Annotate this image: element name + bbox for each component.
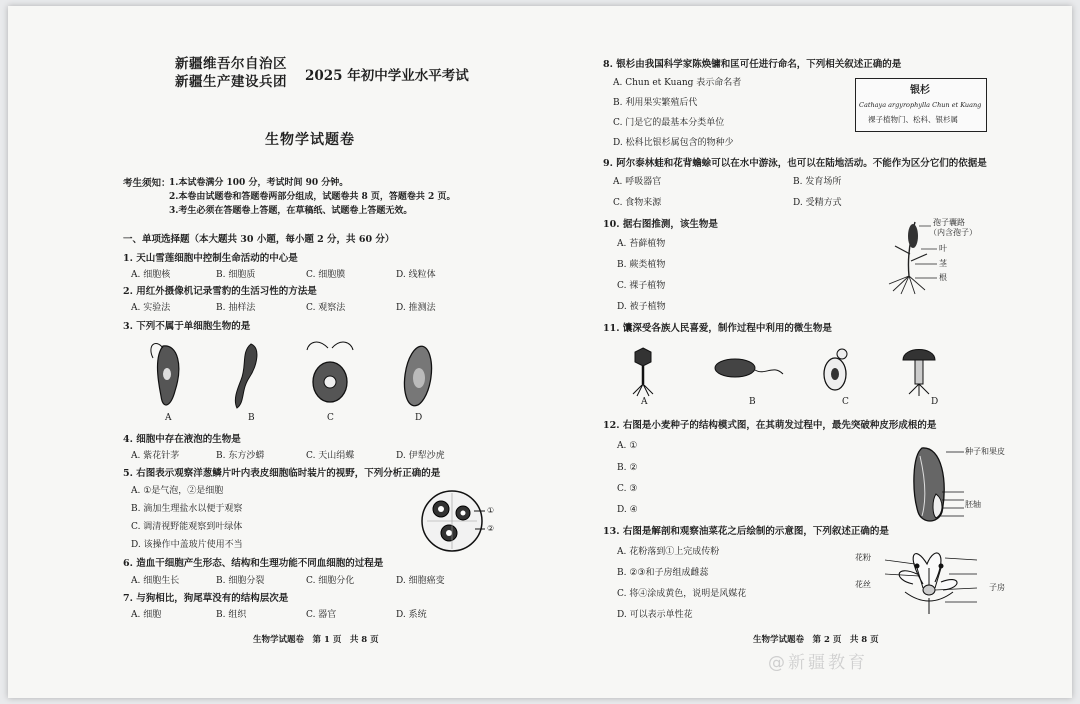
q3-label-b: B [248,413,255,423]
q12-option-d: D. ④ [617,505,638,515]
fern-label-stem: 茎 [939,259,947,268]
flower-label-ovary: 子房 [989,583,1005,592]
q13-option-a: A. 花粉落到①上完成传粉 [617,547,720,557]
flower-label-pollen: 花粉 [855,553,871,562]
subject-title: 生物学试题卷 [265,132,355,148]
q5-stem: 5. 右图表示观察洋葱鳞片叶内表皮细胞临时装片的视野，下列分析正确的是 [123,468,441,479]
q11-stem: 11. 馕深受各族人民喜爱，制作过程中利用的微生物是 [603,323,832,334]
q6-option-d: D. 细胞癌变 [396,576,445,586]
fern-label-spores: （内含孢子） [929,228,977,237]
q4-option-b: B. 东方沙蟒 [216,451,265,461]
q6-stem: 6. 造血干细胞产生形态、结构和生理功能不同血细胞的过程是 [123,558,384,569]
q12-option-c: C. ③ [617,484,638,494]
q8-option-c: C. 门是它的最基本分类单位 [613,118,725,128]
q2-stem: 2. 用红外摄像机记录雪豹的生活习性的方法是 [123,286,317,297]
q8-stem: 8. 银杉由我国科学家陈焕镛和匡可任进行命名，下列相关叙述正确的是 [603,59,902,70]
notice-line-1: 1.本试卷满分 100 分，考试时间 90 分钟。 [169,178,349,188]
q13-stem: 13. 右图是解剖和观察油菜花之后绘制的示意图，下列叙述正确的是 [603,526,889,537]
card-title: 银杉 [910,85,930,96]
watermark: @新疆教育 [768,653,868,673]
notice-line-2: 2.本卷由试题卷和答题卷两部分组成，试题卷共 8 页，答题卷共 2 页。 [169,192,456,202]
q3-label-c: C [327,413,334,423]
q9-option-d: D. 受精方式 [793,198,842,208]
q6-option-a: A. 细胞生长 [131,576,180,586]
q5-marker-1: ① [487,506,495,515]
worm-drawing [235,344,257,408]
q12-wheat-seed-figure [908,442,968,526]
yeast-drawing [824,349,847,390]
page-1-footer: 生物学试题卷 第 1 页 共 8 页 [253,635,379,645]
q2-option-a: A. 实验法 [131,303,171,313]
q8-option-d: D. 松科比银杉属包含的物种少 [613,138,734,148]
q7-option-a: A. 细胞 [131,610,162,620]
seed-label-coat: 种子和果皮 [965,447,1005,456]
fern-label-sporangia: 孢子囊路 [933,218,965,227]
q10-option-b: B. 蕨类植物 [617,260,666,270]
q13-option-b: B. ②③和子房组成雌蕊 [617,568,709,578]
q2-option-b: B. 抽样法 [216,303,256,313]
region-line-1: 新疆维吾尔自治区 [175,56,287,72]
region-line-2: 新疆生产建设兵团 [175,74,287,90]
q1-stem: 1. 天山雪莲细胞中控制生命活动的中心是 [123,253,298,264]
q11-label-d: D [931,397,939,407]
q3-organisms-figure [133,336,493,416]
q3-label-a: A [165,413,172,423]
q6-option-b: B. 细胞分裂 [216,576,265,586]
notice-line-3: 3.考生必须在答题卷上答题，在草稿纸、试题卷上答题无效。 [169,206,413,216]
q2-option-d: D. 推测法 [396,303,436,313]
q4-option-a: A. 紫花针茅 [131,451,180,461]
q7-option-d: D. 系统 [396,610,427,620]
q5-option-c: C. 调清视野能观察到叶绿体 [131,522,243,532]
q12-option-b: B. ② [617,463,638,473]
q8-option-a: A. Chun et Kuang 表示命名者 [613,78,742,88]
chlamydomonas-drawing [307,342,353,402]
q5-option-a: A. ①是气泡，②是细胞 [131,486,224,496]
q13-flower-figure [865,544,995,616]
euglena-drawing [151,343,179,405]
q4-option-d: D. 伊犁沙虎 [396,451,445,461]
q13-option-d: D. 可以表示单性花 [617,610,693,620]
card-latin-name: Cathaya argyrophylla Chun et Kuang [859,101,982,109]
q7-stem: 7. 与狗相比，狗尾草没有的结构层次是 [123,593,289,604]
q5-option-d: D. 该操作中盖玻片使用不当 [131,540,243,550]
q6-option-c: C. 细胞分化 [306,576,355,586]
q8-option-b: B. 利用果实繁殖后代 [613,98,698,108]
q4-option-c: C. 天山绢蝶 [306,451,355,461]
q3-stem: 3. 下列不属于单细胞生物的是 [123,321,251,332]
notice-label: 考生须知： [123,178,171,189]
q1-option-d: D. 线粒体 [396,270,436,280]
q9-stem: 9. 阿尔泰林蛙和花背蟾蜍可以在水中游泳，也可以在陆地活动。不能作为区分它们的依据是 [603,158,987,169]
q2-option-c: C. 观察法 [306,303,346,313]
q11-label-b: B [749,397,756,407]
q9-option-c: C. 食物来源 [613,198,662,208]
q1-option-c: C. 细胞膜 [306,270,346,280]
q10-option-d: D. 被子植物 [617,302,666,312]
q3-label-d: D [415,413,423,423]
q5-microscope-view [419,489,509,553]
flower-label-filament: 花丝 [855,580,871,589]
paramecium-drawing [401,344,435,407]
q4-stem: 4. 细胞中存在液泡的生物是 [123,434,241,445]
q8-species-card [855,78,987,132]
q11-label-a: A [641,397,648,407]
q12-stem: 12. 右图是小麦种子的结构模式图，在其萌发过程中，最先突破种皮形成根的是 [603,420,937,431]
q13-option-c: C. 将④涂成黄色，说明是风媒花 [617,589,747,599]
fern-label-leaf: 叶 [939,244,947,253]
q9-option-b: B. 发育场所 [793,177,842,187]
q1-option-b: B. 细胞质 [216,270,256,280]
section-heading: 一、单项选择题（本大题共 30 小题，每小题 2 分，共 60 分） [123,234,395,245]
bacterium-drawing [715,359,783,377]
q1-option-a: A. 细胞核 [131,270,171,280]
mushroom-drawing [903,350,935,397]
virus-drawing [633,348,653,396]
exam-sheet [8,6,1072,698]
q11-label-c: C [842,397,849,407]
q10-option-c: C. 裸子植物 [617,281,666,291]
page-2-footer: 生物学试题卷 第 2 页 共 8 页 [753,635,879,645]
page-2 [603,6,1018,698]
q9-option-a: A. 呼吸器官 [613,177,662,187]
q11-microbes-figure [623,340,963,400]
q5-option-b: B. 滴加生理盐水以便于观察 [131,504,243,514]
q12-option-a: A. ① [617,441,638,451]
fern-label-root: 根 [939,273,947,282]
q7-option-c: C. 器官 [306,610,337,620]
q10-stem: 10. 据右图推测，该生物是 [603,219,718,230]
q5-marker-2: ② [487,524,495,533]
q10-option-a: A. 苔藓植物 [617,239,666,249]
seed-label-hypocotyl: 胚轴 [965,500,981,509]
page-1 [113,6,543,698]
exam-title: 2025 年初中学业水平考试 [305,68,469,84]
q7-option-b: B. 组织 [216,610,247,620]
card-taxonomy: 裸子植物门、松科、银杉属 [868,115,958,124]
